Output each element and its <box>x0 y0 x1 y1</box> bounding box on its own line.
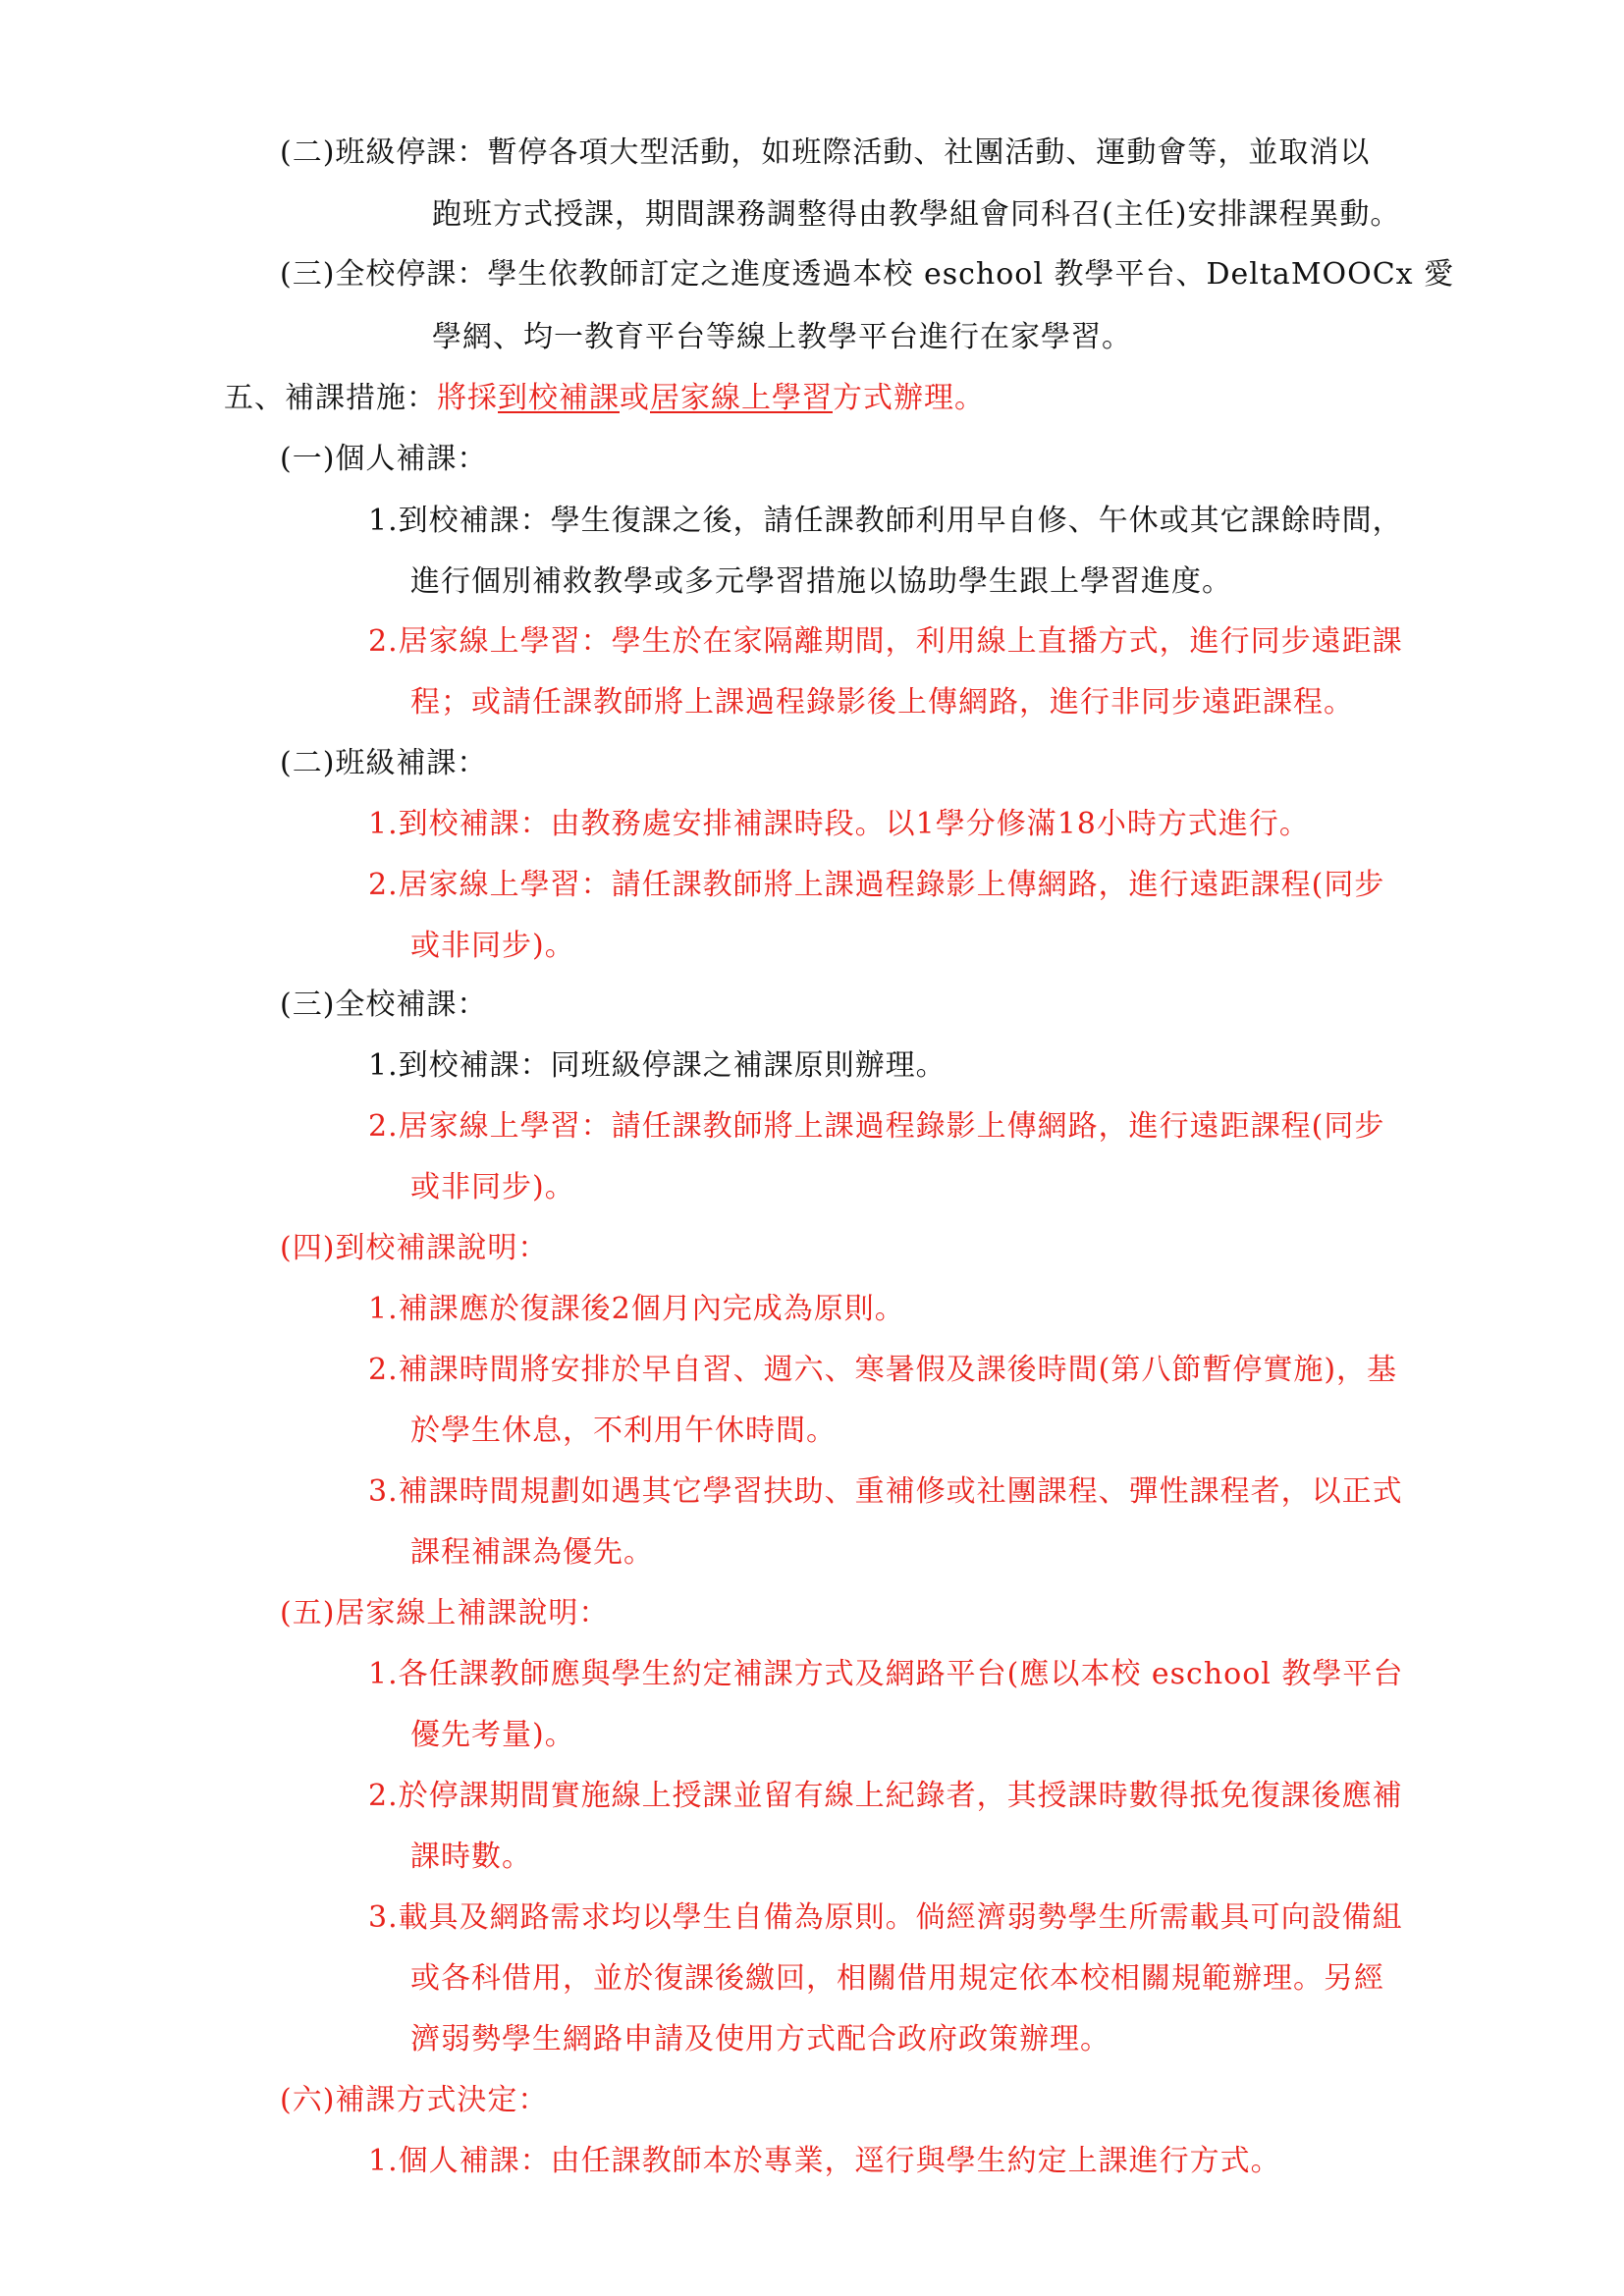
text-line-23 <box>368 1474 1403 1510</box>
text-line-10 <box>410 685 1354 721</box>
text-segment: 1.到校補課：由教務處安排補課時段。以1學分修滿18小時方式進行。 <box>368 807 1310 841</box>
text-segment: 程；或請任課教師將上課過程錄影後上傳網路，進行非同步遠距課程。 <box>410 685 1354 720</box>
text-line-15 <box>280 988 487 1023</box>
text-segment: 或非同步)。 <box>410 929 575 963</box>
text-segment: 優先考量)。 <box>410 1718 575 1752</box>
text-line-8 <box>410 564 1232 600</box>
text-segment: 課程補課為優先。 <box>410 1535 654 1570</box>
text-line-1 <box>280 135 1370 171</box>
text-line-21 <box>368 1353 1397 1388</box>
text-line-2 <box>432 197 1400 233</box>
text-line-9 <box>368 624 1403 660</box>
text-segment: 2.居家線上學習：請任課教師將上課過程錄影上傳網路，進行遠距課程(同步 <box>368 1109 1385 1144</box>
text-segment: 跑班方式授課，期間課務調整得由教學組會同科召(主任)安排課程異動。 <box>432 197 1401 232</box>
text-segment: 或 <box>620 381 650 415</box>
text-segment: 3.補課時間規劃如遇其它學習扶助、重補修或社團課程、彈性課程者，以正式 <box>368 1474 1403 1509</box>
text-segment: 濟弱勢學生網路申請及使用方式配合政府政策辦理。 <box>410 2022 1110 2056</box>
text-segment: 課時數。 <box>410 1840 532 1874</box>
text-segment: 學網、均一教育平台等線上教學平台進行在家學習。 <box>432 320 1132 354</box>
text-segment: (五)居家線上補課說明： <box>280 1596 610 1630</box>
text-line-14 <box>410 929 575 964</box>
text-line-30 <box>368 1900 1403 1936</box>
text-line-22 <box>410 1414 837 1449</box>
text-line-25 <box>280 1596 609 1631</box>
text-line-32 <box>410 2022 1110 2057</box>
text-segment: 1.個人補課：由任課教師本於專業，逕行與學生約定上課進行方式。 <box>368 2144 1281 2178</box>
text-segment: 1.到校補課：學生復課之後，請任課教師利用早自修、午休或其它課餘時間， <box>368 504 1403 538</box>
text-segment: 方式辦理。 <box>833 381 985 415</box>
text-line-3 <box>280 257 1454 293</box>
text-segment: (六)補課方式決定： <box>280 2083 549 2117</box>
text-segment: 五、補課措施： <box>224 381 437 415</box>
text-segment: 1.補課應於復課後2個月內完成為原則。 <box>368 1292 905 1326</box>
text-segment: 2.居家線上學習：請任課教師將上課過程錄影上傳網路，進行遠距課程(同步 <box>368 868 1385 902</box>
text-line-20 <box>368 1292 905 1327</box>
text-segment: (二)班級停課：暫停各項大型活動，如班際活動、社團活動、運動會等，並取消以 <box>280 135 1371 170</box>
text-line-13 <box>368 868 1384 903</box>
text-segment: 2.補課時間將安排於早自習、週六、寒暑假及課後時間(第八節暫停實施)，基 <box>368 1353 1398 1387</box>
text-line-29 <box>410 1840 532 1875</box>
text-segment: (四)到校補課說明： <box>280 1231 549 1265</box>
text-line-5 <box>224 381 985 416</box>
text-line-17 <box>368 1109 1384 1145</box>
text-segment: 進行個別補救教學或多元學習措施以協助學生跟上學習進度。 <box>410 564 1232 599</box>
text-segment: 2.居家線上學習：學生於在家隔離期間，利用線上直播方式，進行同步遠距課 <box>368 624 1403 659</box>
text-segment: 2.於停課期間實施線上授課並留有線上紀錄者，其授課時數得抵免復課後應補 <box>368 1779 1403 1813</box>
text-segment: 或各科借用，並於復課後繳回，相關借用規定依本校相關規範辦理。另經 <box>410 1961 1384 1996</box>
text-line-26 <box>368 1657 1403 1692</box>
text-segment: (三)全校補課： <box>280 988 488 1022</box>
text-line-16 <box>368 1048 947 1084</box>
text-line-34 <box>368 2144 1281 2179</box>
text-line-33 <box>280 2083 548 2118</box>
text-segment: 於學生休息，不利用午休時間。 <box>410 1414 837 1448</box>
text-line-12 <box>368 807 1310 842</box>
text-line-6 <box>280 442 487 477</box>
text-line-18 <box>410 1170 575 1205</box>
text-line-27 <box>410 1718 575 1753</box>
text-line-7 <box>368 504 1403 539</box>
text-line-31 <box>410 1961 1384 1997</box>
text-line-24 <box>410 1535 654 1571</box>
text-line-4 <box>432 320 1132 355</box>
text-segment: 到校補課 <box>498 381 620 415</box>
text-line-19 <box>280 1231 548 1266</box>
text-segment: 居家線上學習 <box>650 381 833 415</box>
text-segment: (一)個人補課： <box>280 442 488 476</box>
text-segment: 1.到校補課：同班級停課之補課原則辦理。 <box>368 1048 947 1083</box>
text-segment: (三)全校停課：學生依教師訂定之進度透過本校 eschool 教學平台、DeltaMOOCx 愛 <box>280 257 1455 292</box>
text-line-11 <box>280 746 487 781</box>
text-segment: (二)班級補課： <box>280 746 488 780</box>
text-segment: 3.載具及網路需求均以學生自備為原則。倘經濟弱勢學生所需載具可向設備組 <box>368 1900 1403 1935</box>
text-segment: 1.各任課教師應與學生約定補課方式及網路平台(應以本校 eschool 教學平台 <box>368 1657 1404 1691</box>
text-line-28 <box>368 1779 1403 1814</box>
text-segment: 或非同步)。 <box>410 1170 575 1204</box>
text-segment: 將採 <box>437 381 498 415</box>
